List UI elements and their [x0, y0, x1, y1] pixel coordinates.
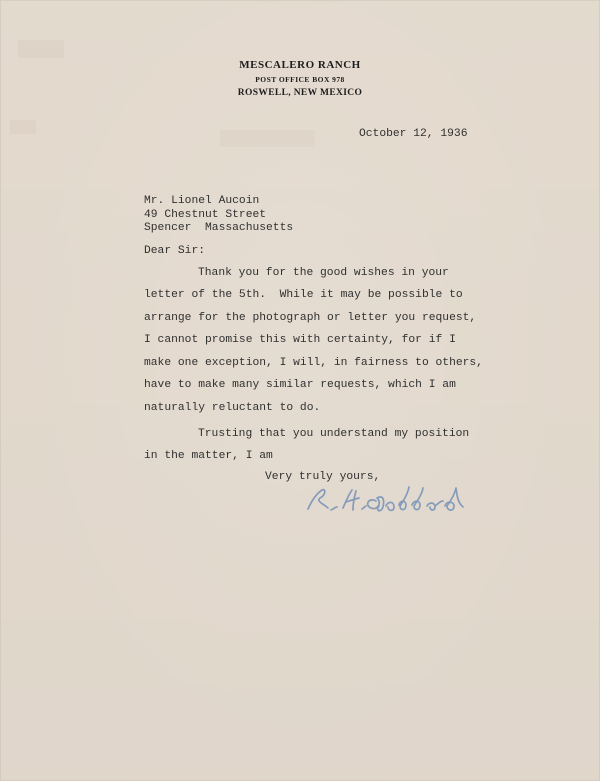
- body-line: letter of the 5th. While it may be possible to: [144, 289, 463, 301]
- letterhead-city-state: ROSWELL, NEW MEXICO: [237, 88, 363, 98]
- recipient-street: 49 Chestnut Street: [144, 209, 267, 221]
- faint-offset-mark: [18, 40, 64, 58]
- body-line: Trusting that you understand my position: [198, 428, 470, 440]
- recipient-city-state: Spencer Massachusetts: [144, 222, 294, 234]
- body-line: arrange for the photograph or letter you request,: [144, 312, 477, 324]
- body-line: make one exception, I will, in fairness to others,: [144, 357, 483, 369]
- faint-offset-mark: [10, 120, 36, 134]
- letterhead-organization: MESCALERO RANCH: [239, 59, 361, 71]
- body-line: I cannot promise this with certainty, for if I: [144, 334, 456, 346]
- salutation: Dear Sir:: [144, 245, 206, 257]
- handwritten-signature: [304, 484, 472, 517]
- body-line: have to make many similar requests, which I am: [144, 379, 456, 391]
- body-line: in the matter, I am: [144, 450, 273, 462]
- recipient-name: Mr. Lionel Aucoin: [144, 195, 260, 207]
- complimentary-closing: Very truly yours,: [265, 471, 381, 483]
- body-line: Thank you for the good wishes in your: [198, 267, 449, 279]
- body-line: naturally reluctant to do.: [144, 402, 321, 414]
- letter-date: October 12, 1936: [359, 128, 468, 140]
- faint-offset-mark: [220, 130, 315, 147]
- letterhead-post-office-box: POST OFFICE BOX 978: [255, 75, 345, 84]
